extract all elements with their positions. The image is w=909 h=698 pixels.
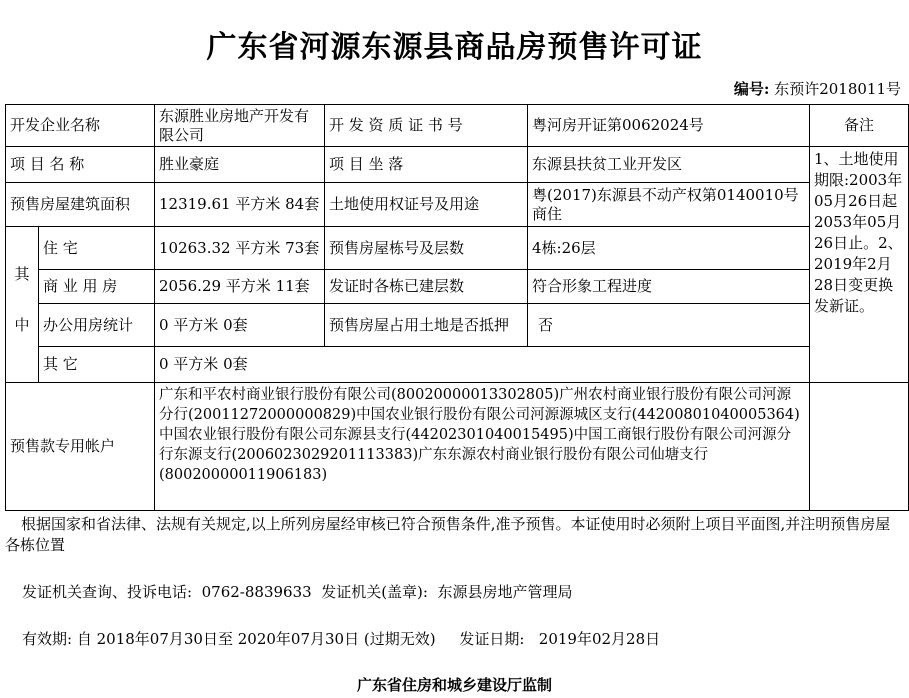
commercial-value: 2056.29 平方米 11套: [159, 277, 310, 295]
phone-value: 0762-8839633: [201, 583, 312, 601]
residential-label: 住 宅: [43, 238, 78, 257]
presale-area-value: 12319.61 平方米 84套: [159, 195, 320, 213]
authority-value: 东源县房地产管理局: [437, 583, 573, 601]
account-value: 广东和平农村商业银行股份有限公司(80020000013302805)广州农村商业银行股份有限公司河源分行(20011272000000829)中国农业银行股份有限公司河源源城区支行(44200801040005364)中国农业银行股份有限公司东源县支行(44202301040015495)中国工商银行股份有限公司河源分行东源支行(2006023029201113383)广东东源农村商业银行股份有限公司仙塘支行(80020000011906183): [159, 387, 800, 483]
authority-label: 发证机关(盖章):: [321, 583, 428, 601]
supervision-note: 广东省住房和城乡建设厅监制: [356, 676, 552, 694]
developer-label: 开发企业名称: [10, 116, 101, 134]
grid-line: [5, 510, 909, 511]
page-title: 广东省河源东源县商品房预售许可证: [206, 30, 703, 65]
built-floors-value: 符合形象工程进度: [532, 277, 653, 295]
qualification-label: 开 发 资 质 证 书 号: [329, 116, 463, 134]
project-name-value: 胜业豪庭: [159, 155, 220, 173]
issue-date-value: 2019年02月28日: [538, 630, 661, 648]
issue-date-label: 发证日期:: [459, 630, 525, 648]
mortgage-label: 预售房屋占用土地是否抵押: [329, 315, 510, 334]
contact-line: [22, 582, 902, 603]
land-certificate-label: 土地使用权证号及用途: [329, 195, 480, 213]
building-floors-value: 4栋:26层: [532, 238, 596, 257]
number-value: 东预许2018011号: [774, 80, 901, 98]
land-certificate-value: 粤(2017)东源县不动产权第0140010号 商住: [532, 185, 799, 223]
mortgage-value: 否: [538, 315, 554, 334]
validity-line: [22, 629, 902, 650]
remark-label: 备注: [843, 116, 874, 134]
other-label: 其 它: [43, 355, 78, 373]
qualification-value: 粤河房开证第0062024号: [532, 116, 704, 134]
other-value: 0 平方米 0套: [159, 355, 248, 373]
commercial-label: 商 业 用 房: [43, 277, 118, 295]
approval-statement: 根据国家和省法律、法规有关规定,以上所列房屋经审核已符合预售条件,准予预售。本证使用时必须附上项目平面图,并注明预售房屋各栋位置: [5, 515, 891, 554]
number-label: 编号:: [733, 80, 770, 98]
project-name-label: 项 目 名 称: [10, 155, 85, 173]
built-floors-label: 发证时各栋已建层数: [329, 277, 465, 295]
validity-value: 自 2018年07月30日至 2020年07月30日 (过期无效): [76, 630, 436, 648]
validity-label: 有效期:: [22, 630, 73, 648]
office-label: 办公用房统计: [43, 315, 134, 334]
presale-area-label: 预售房屋建筑面积: [10, 195, 131, 213]
project-location-label: 项 目 坐 落: [329, 155, 404, 173]
developer-value: 东源胜业房地产开发有限公司: [159, 106, 310, 144]
of-which-label-1: 其: [14, 264, 30, 283]
of-which-label-2: 中: [14, 315, 30, 334]
residential-value: 10263.32 平方米 73套: [159, 238, 320, 257]
account-label: 预售款专用帐户: [10, 437, 116, 455]
office-value: 0 平方米 0套: [159, 315, 248, 334]
remark-value: 1、土地使用期限:2003年05月26日起2053年05月26日止。2、2019年2月28日变更换发新证。: [814, 150, 903, 315]
building-floors-label: 预售房屋栋号及层数: [329, 238, 465, 257]
phone-label: 发证机关查询、投诉电话:: [22, 583, 193, 601]
project-location-value: 东源县扶贫工业开发区: [532, 155, 683, 173]
